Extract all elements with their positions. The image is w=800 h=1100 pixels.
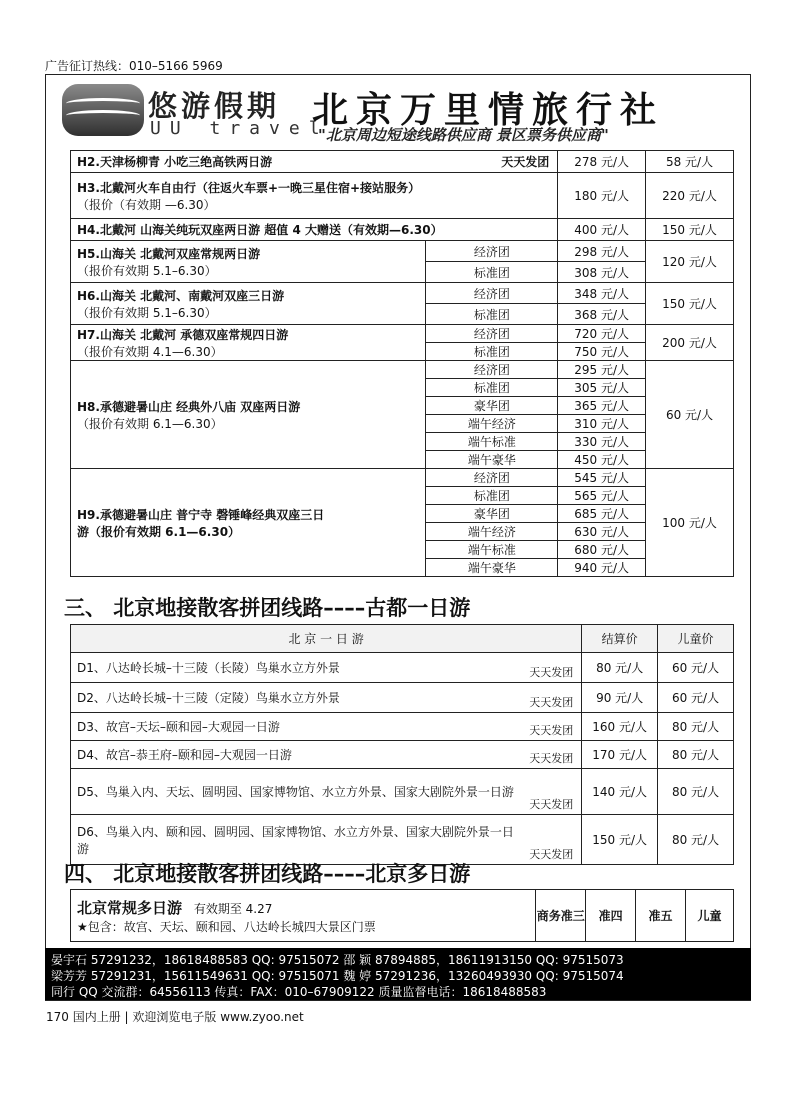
tier-price: 305 元/人: [558, 379, 646, 397]
tier-price: 348 元/人: [558, 283, 646, 304]
page-footer: 170 国内上册 | 欢迎浏览电子版 www.zyoo.net: [46, 1010, 304, 1024]
table-row: [71, 219, 734, 241]
brand-name-en: UU travel: [150, 118, 329, 139]
logo-wave-icon: [62, 84, 144, 136]
tour-line: D6、鸟巢入内、颐和园、圆明园、国家博物馆、水立方外景、国家大剧院外景一日游: [77, 824, 514, 856]
route-price: 400 元/人: [558, 219, 646, 241]
oneday-table: [70, 624, 734, 865]
column-header: 准四: [586, 890, 636, 942]
multiday-table: [70, 889, 734, 942]
child-price: 58 元/人: [646, 151, 734, 173]
tier-label: 标准团: [426, 487, 558, 505]
section-heading: 三、 北京地接散客拼团线路––––古都一日游: [64, 596, 471, 620]
column-header: 结算价: [582, 625, 658, 653]
column-header: 北 京 一 日 游: [71, 625, 582, 653]
route-price-table: [70, 150, 734, 577]
contact-line: 晏宇石 57291232，18618488583 QQ: 97515072 邵 颖 87894885，18611913150 QQ: 97515073: [51, 953, 624, 967]
tier-label: 端午豪华: [426, 451, 558, 469]
child-price: 60 元/人: [646, 361, 734, 469]
table-row: [71, 769, 734, 815]
route-validity: 游（报价有效期 6.1—6.30）: [77, 524, 241, 539]
tour-line: D5、鸟巢入内、天坛、圆明园、国家博物馆、水立方外景、国家大剧院外景一日游: [77, 785, 514, 799]
column-header: 商务准三: [536, 890, 586, 942]
child-price: 80 元/人: [658, 713, 734, 741]
company-name: 北京万里情旅行社: [312, 90, 665, 131]
multiday-validity: 有效期至 4.27: [193, 901, 273, 916]
child-price: 120 元/人: [646, 241, 734, 283]
multiday-includes: ★包含：故宫、天坛、颐和园、八达岭长城四大景区门票: [77, 919, 376, 934]
route-name: H3.北戴河火车自由行（往返火车票+一晚三星住宿+接站服务）: [77, 180, 421, 195]
departure-note: 天天发团: [529, 752, 574, 765]
tier-label: 端午标准: [426, 541, 558, 559]
tour-price: 170 元/人: [582, 741, 658, 769]
column-header: 儿童: [686, 890, 734, 942]
tier-price: 940 元/人: [558, 559, 646, 577]
departure-note: 天天发团: [529, 696, 574, 709]
table-row: [71, 741, 734, 769]
tour-line: D4、故宫–恭王府–颐和园–大观园一日游: [77, 748, 292, 762]
route-name: H6.山海关 北戴河、南戴河双座三日游: [77, 288, 285, 303]
table-row: [71, 653, 734, 683]
tier-label: 标准团: [426, 262, 558, 283]
route-name: H2.天津杨柳青 小吃三绝高铁两日游: [77, 155, 273, 169]
departure-note: 天天发团: [501, 155, 550, 169]
tier-price: 365 元/人: [558, 397, 646, 415]
table-row: [71, 283, 734, 304]
table-row: [71, 325, 734, 343]
slogan: "北京周边短途线路供应商 景区票务供应商": [318, 126, 609, 144]
child-price: 60 元/人: [658, 683, 734, 713]
tier-price: 720 元/人: [558, 325, 646, 343]
tier-price: 330 元/人: [558, 433, 646, 451]
child-price: 200 元/人: [646, 325, 734, 361]
column-header: 儿童价: [658, 625, 734, 653]
tier-price: 368 元/人: [558, 304, 646, 325]
route-validity: （报价有效期 4.1—6.30）: [77, 344, 223, 359]
route-name: H8.承德避暑山庄 经典外八庙 双座两日游: [77, 399, 301, 414]
tier-label: 端午经济: [426, 415, 558, 433]
route-validity: （报价有效期 5.1–6.30）: [77, 263, 217, 278]
route-name: H5.山海关 北戴河双座常规两日游: [77, 246, 261, 261]
tier-label: 端午豪华: [426, 559, 558, 577]
tier-label: 经济团: [426, 361, 558, 379]
table-row: [71, 469, 734, 487]
tier-price: 310 元/人: [558, 415, 646, 433]
tour-line: D2、八达岭长城–十三陵（定陵）鸟巢水立方外景: [77, 691, 340, 705]
tour-price: 80 元/人: [582, 653, 658, 683]
tier-label: 标准团: [426, 379, 558, 397]
child-price: 100 元/人: [646, 469, 734, 577]
child-price: 60 元/人: [658, 653, 734, 683]
tier-label: 经济团: [426, 325, 558, 343]
table-row: [71, 890, 734, 942]
tier-label: 标准团: [426, 343, 558, 361]
table-row: [71, 713, 734, 741]
tier-price: 450 元/人: [558, 451, 646, 469]
multiday-title: 北京常规多日游: [77, 898, 183, 917]
tier-price: 685 元/人: [558, 505, 646, 523]
tour-line: D1、八达岭长城–十三陵（长陵）鸟巢水立方外景: [77, 661, 340, 675]
tier-label: 端午经济: [426, 523, 558, 541]
departure-note: 天天发团: [529, 666, 574, 679]
route-name: H7.山海关 北戴河 承德双座常规四日游: [77, 327, 289, 342]
route-validity: （报价有效期 6.1—6.30）: [77, 416, 223, 431]
table-header-row: [71, 625, 734, 653]
tier-label: 豪华团: [426, 505, 558, 523]
section-heading: 四、 北京地接散客拼团线路––––北京多日游: [64, 862, 471, 886]
table-row: [71, 173, 734, 219]
tier-price: 308 元/人: [558, 262, 646, 283]
table-row: [71, 815, 734, 865]
tier-price: 295 元/人: [558, 361, 646, 379]
child-price: 80 元/人: [658, 769, 734, 815]
departure-note: 天天发团: [529, 724, 574, 737]
tier-label: 经济团: [426, 469, 558, 487]
tier-price: 298 元/人: [558, 241, 646, 262]
route-validity: （报价（有效期 —6.30）: [77, 197, 216, 212]
child-price: 80 元/人: [658, 741, 734, 769]
route-price: 278 元/人: [558, 151, 646, 173]
child-price: 220 元/人: [646, 173, 734, 219]
table-row: [71, 241, 734, 262]
departure-note: 天天发团: [529, 798, 574, 811]
tier-label: 标准团: [426, 304, 558, 325]
table-row: [71, 683, 734, 713]
tier-label: 经济团: [426, 241, 558, 262]
ad-hotline: 广告征订热线：010–5166 5969: [45, 59, 223, 73]
tier-label: 豪华团: [426, 397, 558, 415]
tier-price: 750 元/人: [558, 343, 646, 361]
child-price: 80 元/人: [658, 815, 734, 865]
route-price: 180 元/人: [558, 173, 646, 219]
tour-price: 150 元/人: [582, 815, 658, 865]
route-validity: （报价有效期 5.1–6.30）: [77, 305, 217, 320]
tier-price: 565 元/人: [558, 487, 646, 505]
child-price: 150 元/人: [646, 283, 734, 325]
tier-price: 545 元/人: [558, 469, 646, 487]
table-row: [71, 151, 734, 173]
tour-price: 140 元/人: [582, 769, 658, 815]
brand-name: 悠游假期: [148, 89, 281, 123]
tour-line: D3、故宫–天坛–颐和园–大观园一日游: [77, 720, 280, 734]
route-name: H9.承德避暑山庄 普宁寺 磬锤峰经典双座三日: [77, 507, 325, 522]
tier-price: 630 元/人: [558, 523, 646, 541]
departure-note: 天天发团: [529, 848, 574, 861]
contact-line: 同行 QQ 交流群：64556113 传真：FAX：010–67909122 质量监督电话：18618488583: [51, 985, 547, 999]
column-header: 准五: [636, 890, 686, 942]
tier-label: 端午标准: [426, 433, 558, 451]
child-price: 150 元/人: [646, 219, 734, 241]
tier-label: 经济团: [426, 283, 558, 304]
tier-price: 680 元/人: [558, 541, 646, 559]
contact-line: 梁芳芳 57291231，15611549631 QQ: 97515071 魏 婷 57291236，13260493930 QQ: 97515074: [51, 969, 624, 983]
tour-price: 90 元/人: [582, 683, 658, 713]
route-name: H4.北戴河 山海关纯玩双座两日游 超值 4 大赠送（有效期—6.30）: [77, 223, 443, 237]
contact-footer: [45, 948, 751, 1000]
table-row: [71, 361, 734, 379]
tour-price: 160 元/人: [582, 713, 658, 741]
